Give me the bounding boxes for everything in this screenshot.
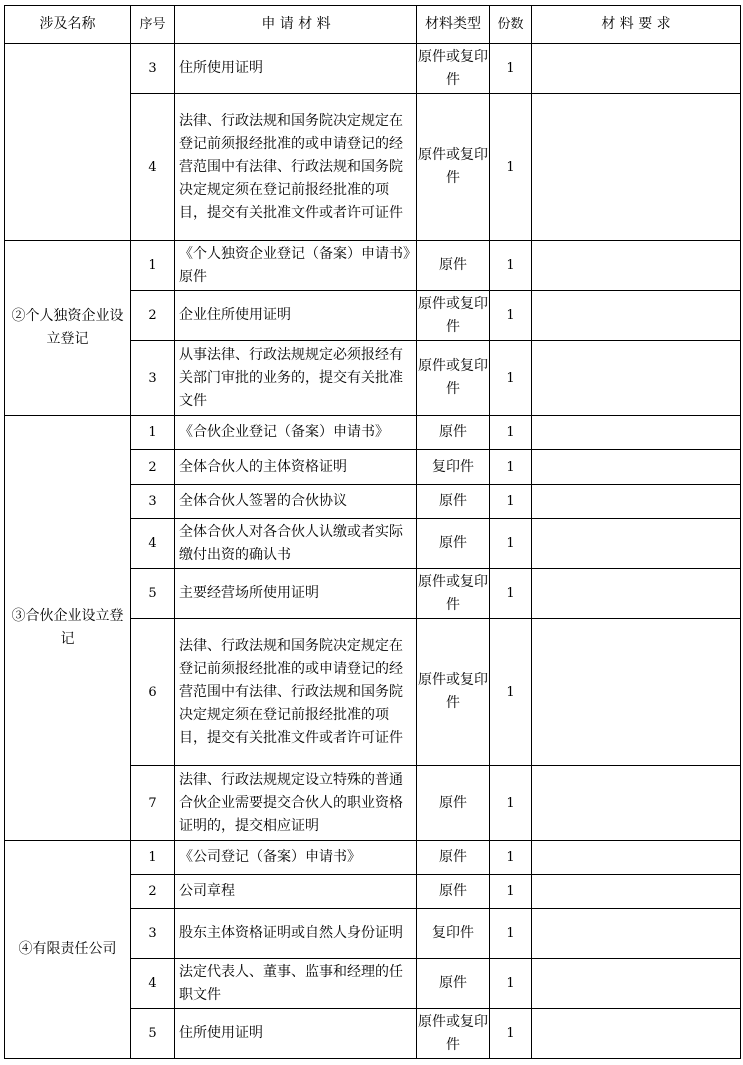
row-count: 1 xyxy=(490,841,532,875)
row-no: 4 xyxy=(131,519,175,569)
header-type: 材料类型 xyxy=(417,6,490,44)
row-no: 1 xyxy=(131,241,175,291)
entity-cell: ③合伙企业设立登记 xyxy=(5,416,131,841)
row-requirement xyxy=(532,875,741,909)
row-requirement xyxy=(532,519,741,569)
header-material: 申 请 材 料 xyxy=(175,6,417,44)
row-type: 原件或复印件 xyxy=(417,94,490,241)
row-type: 原件 xyxy=(417,959,490,1009)
row-type: 复印件 xyxy=(417,450,490,485)
row-material: 住所使用证明 xyxy=(175,44,417,94)
row-requirement xyxy=(532,291,741,341)
row-requirement xyxy=(532,450,741,485)
row-count: 1 xyxy=(490,44,532,94)
row-requirement xyxy=(532,619,741,766)
header-requirement: 材 料 要 求 xyxy=(532,6,741,44)
row-count: 1 xyxy=(490,909,532,959)
row-type: 原件 xyxy=(417,416,490,450)
table-row xyxy=(5,44,741,94)
table-row xyxy=(5,841,741,875)
row-material: 住所使用证明 xyxy=(175,1009,417,1059)
row-no: 3 xyxy=(131,485,175,519)
row-material: 全体合伙人签署的合伙协议 xyxy=(175,485,417,519)
row-material: 股东主体资格证明或自然人身份证明 xyxy=(175,909,417,959)
row-no: 2 xyxy=(131,291,175,341)
row-material: 主要经营场所使用证明 xyxy=(175,569,417,619)
row-no: 5 xyxy=(131,1009,175,1059)
row-material: 《合伙企业登记（备案）申请书》 xyxy=(175,416,417,450)
row-material: 企业住所使用证明 xyxy=(175,291,417,341)
header-count: 份数 xyxy=(490,6,532,44)
row-count: 1 xyxy=(490,291,532,341)
row-type: 原件或复印件 xyxy=(417,341,490,416)
row-count: 1 xyxy=(490,959,532,1009)
row-requirement xyxy=(532,766,741,841)
row-no: 1 xyxy=(131,841,175,875)
row-material: 从事法律、行政法规规定必须报经有关部门审批的业务的，提交有关批准文件 xyxy=(175,341,417,416)
row-type: 原件 xyxy=(417,875,490,909)
row-requirement xyxy=(532,485,741,519)
table-row xyxy=(5,416,741,450)
row-type: 原件或复印件 xyxy=(417,569,490,619)
row-requirement xyxy=(532,841,741,875)
row-no: 5 xyxy=(131,569,175,619)
row-no: 6 xyxy=(131,619,175,766)
row-requirement xyxy=(532,1009,741,1059)
row-type: 原件或复印件 xyxy=(417,44,490,94)
row-material: 《个人独资企业登记（备案）申请书》原件 xyxy=(175,241,417,291)
row-requirement xyxy=(532,569,741,619)
row-material: 《公司登记（备案）申请书》 xyxy=(175,841,417,875)
row-count: 1 xyxy=(490,875,532,909)
row-count: 1 xyxy=(490,1009,532,1059)
row-count: 1 xyxy=(490,341,532,416)
entity-cell xyxy=(5,44,131,241)
row-requirement xyxy=(532,909,741,959)
row-material: 全体合伙人对各合伙人认缴或者实际缴付出资的确认书 xyxy=(175,519,417,569)
row-no: 4 xyxy=(131,959,175,1009)
row-type: 原件或复印件 xyxy=(417,291,490,341)
row-requirement xyxy=(532,94,741,241)
row-no: 2 xyxy=(131,875,175,909)
materials-table xyxy=(4,5,741,1059)
row-count: 1 xyxy=(490,450,532,485)
row-material: 全体合伙人的主体资格证明 xyxy=(175,450,417,485)
row-material: 法律、行政法规和国务院决定规定在登记前须报经批准的或申请登记的经营范围中有法律、行政法规和国务院决定规定须在登记前报经批准的项目，提交有关批准文件或者许可证件 xyxy=(175,619,417,766)
table-row xyxy=(5,241,741,291)
row-requirement xyxy=(532,959,741,1009)
row-type: 原件 xyxy=(417,841,490,875)
row-no: 3 xyxy=(131,44,175,94)
row-material: 法定代表人、董事、监事和经理的任职文件 xyxy=(175,959,417,1009)
entity-cell: ②个人独资企业设立登记 xyxy=(5,241,131,416)
row-type: 原件或复印件 xyxy=(417,1009,490,1059)
row-material: 法律、行政法规和国务院决定规定在登记前须报经批准的或申请登记的经营范围中有法律、行政法规和国务院决定规定须在登记前报经批准的项目，提交有关批准文件或者许可证件 xyxy=(175,94,417,241)
row-type: 原件 xyxy=(417,519,490,569)
row-no: 3 xyxy=(131,909,175,959)
row-count: 1 xyxy=(490,519,532,569)
row-type: 原件 xyxy=(417,766,490,841)
row-no: 1 xyxy=(131,416,175,450)
row-material: 公司章程 xyxy=(175,875,417,909)
row-type: 原件 xyxy=(417,241,490,291)
row-count: 1 xyxy=(490,766,532,841)
row-type: 原件或复印件 xyxy=(417,619,490,766)
row-requirement xyxy=(532,341,741,416)
row-requirement xyxy=(532,416,741,450)
row-count: 1 xyxy=(490,619,532,766)
row-count: 1 xyxy=(490,94,532,241)
row-requirement xyxy=(532,44,741,94)
row-type: 原件 xyxy=(417,485,490,519)
row-count: 1 xyxy=(490,416,532,450)
row-no: 3 xyxy=(131,341,175,416)
row-requirement xyxy=(532,241,741,291)
header-no: 序号 xyxy=(131,6,175,44)
header-entity: 涉及名称 xyxy=(5,6,131,44)
row-no: 4 xyxy=(131,94,175,241)
row-no: 7 xyxy=(131,766,175,841)
entity-cell: ④有限责任公司 xyxy=(5,841,131,1059)
row-count: 1 xyxy=(490,485,532,519)
row-material: 法律、行政法规规定设立特殊的普通合伙企业需要提交合伙人的职业资格证明的，提交相应证明 xyxy=(175,766,417,841)
row-count: 1 xyxy=(490,569,532,619)
row-type: 复印件 xyxy=(417,909,490,959)
header-row xyxy=(5,6,741,44)
row-count: 1 xyxy=(490,241,532,291)
row-no: 2 xyxy=(131,450,175,485)
